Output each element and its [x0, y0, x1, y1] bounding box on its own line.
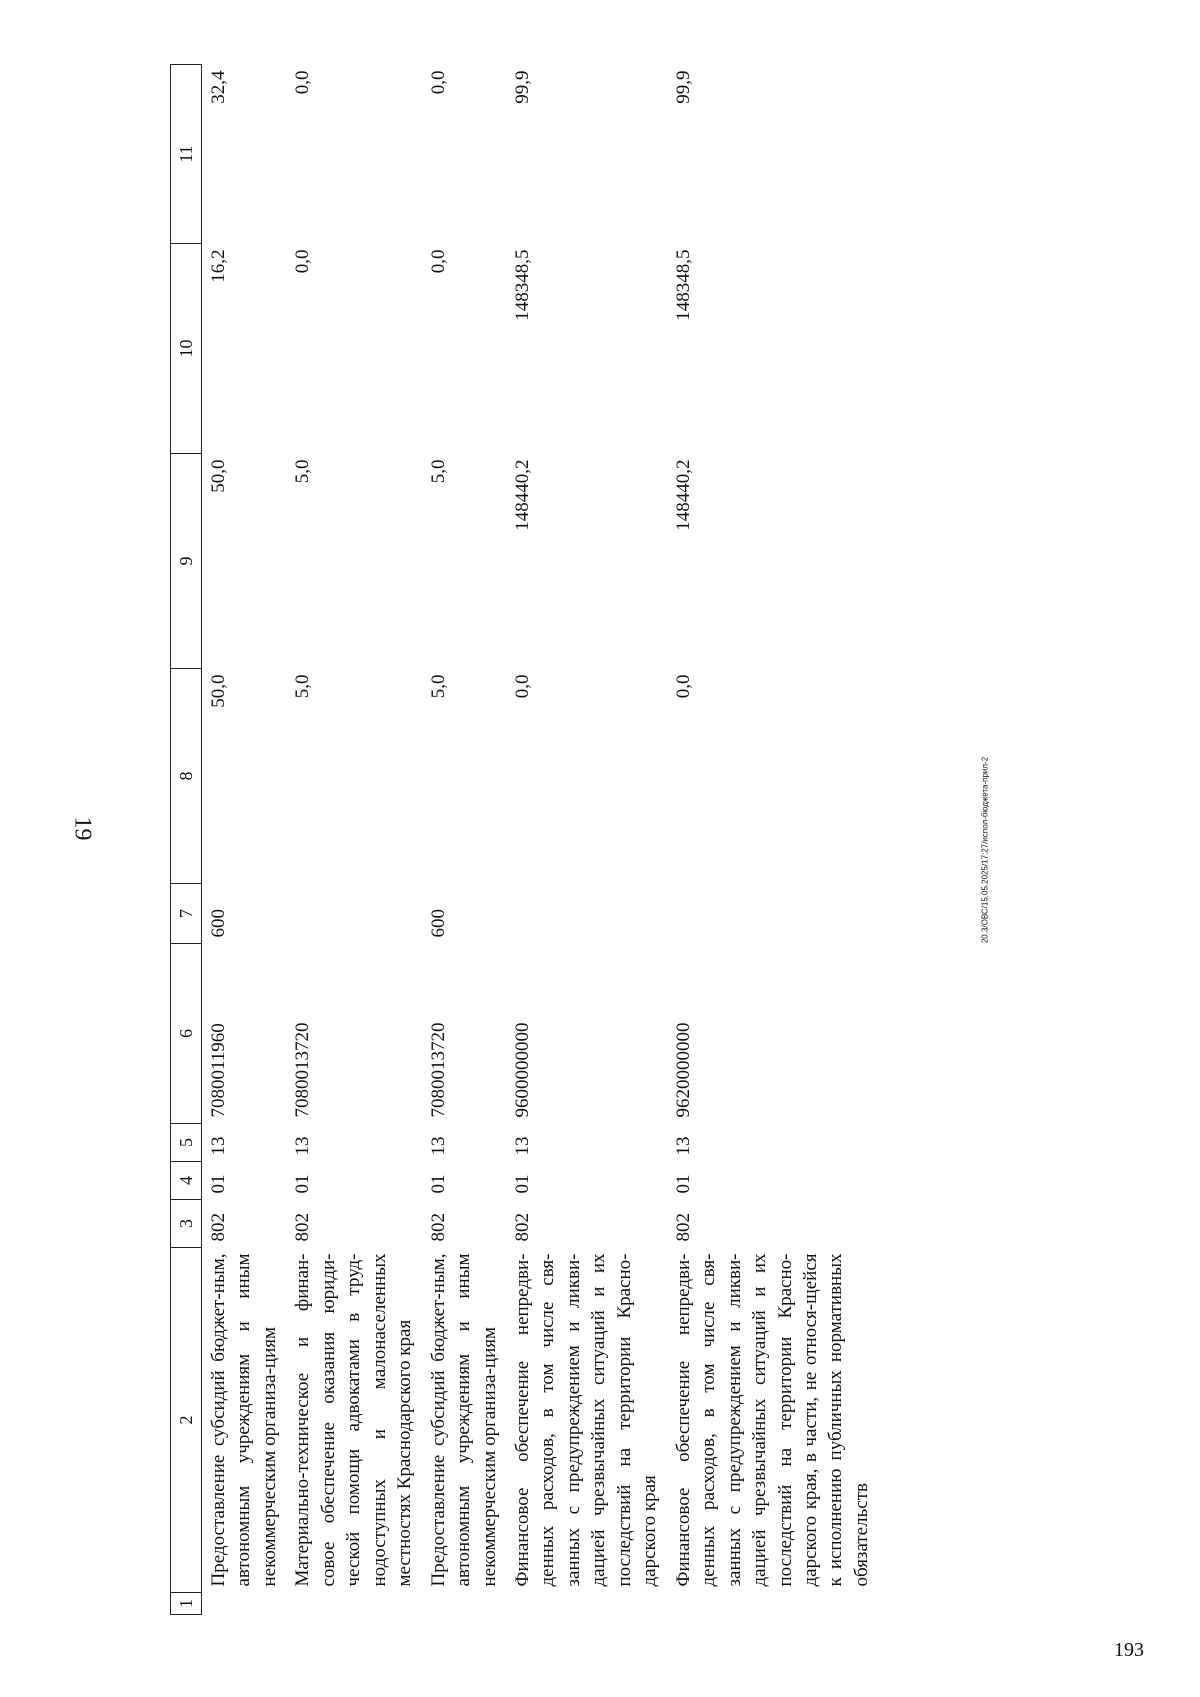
value-cell: 50,0	[208, 459, 229, 493]
subsection-cell: 13	[672, 1136, 694, 1156]
description-cell: Предоставление субсидий бюджет-ным, автономным учреждениям и иным некоммерческим организа-циям	[208, 1253, 280, 1587]
value-cell: 148348,5	[672, 249, 694, 321]
header-cell: 1	[171, 1593, 202, 1615]
ministry-code-cell: 802	[208, 1213, 229, 1242]
header-cell: 10	[171, 244, 202, 454]
percent-cell: 0,0	[292, 70, 314, 95]
table-row	[202, 65, 287, 1615]
value-cell: 5,0	[427, 674, 449, 699]
ministry-code-cell: 802	[427, 1213, 449, 1242]
table-row	[286, 65, 421, 1615]
header-cell: 2	[171, 1248, 202, 1593]
value-cell: 0,0	[511, 674, 533, 699]
subsection-cell: 13	[427, 1136, 449, 1156]
value-cell: 148440,2	[511, 459, 533, 531]
expense-type-cell	[506, 884, 667, 944]
value-cell: 0,0	[427, 249, 449, 274]
value-cell: 5,0	[292, 674, 314, 699]
target-article-cell: 9620000000	[672, 1022, 694, 1118]
value-cell: 0,0	[672, 674, 694, 699]
value-cell: 16,2	[208, 249, 229, 283]
expense-type-cell	[667, 884, 879, 944]
value-cell: 148440,2	[672, 459, 694, 531]
expense-type-cell: 600	[208, 909, 229, 938]
description-cell: Финансовое обеспечение непредви-денных расходов, в том числе свя-занных с предупреждением и ликви-дацией чрезвычайных ситуаций и их последствий на территории Красно-дарского края	[511, 1253, 661, 1587]
description-cell: Финансовое обеспечение непредви-денных расходов, в том числе свя-занных с предупреждением и ликви-дацией чрезвычайных ситуаций и их последствий на территории Красно-дарского края, в части, не относя-щейся к исполнению публичных нормативных обязательств	[672, 1253, 872, 1587]
expense-type-cell: 600	[427, 909, 449, 938]
row-number-cell	[506, 1593, 667, 1615]
value-cell: 0,0	[292, 249, 314, 274]
header-cell: 4	[171, 1162, 202, 1200]
percent-cell: 32,4	[208, 70, 229, 104]
header-row	[171, 65, 202, 1615]
subsection-cell: 13	[511, 1136, 533, 1156]
row-number-cell	[202, 1593, 287, 1615]
percent-cell: 0,0	[427, 70, 449, 95]
percent-cell: 99,9	[672, 70, 694, 104]
section-cell: 01	[672, 1174, 694, 1194]
target-article-cell: 7080013720	[427, 1022, 449, 1118]
percent-cell: 99,9	[511, 70, 533, 104]
description-cell: Материально-техническое и финан-совое обеспечение оказания юриди-ческой помощи адвокатами в труд-нодоступных и малонаселенных местностях Краснодарского края	[292, 1253, 416, 1587]
table-row	[667, 65, 879, 1615]
subsection-cell: 13	[292, 1136, 314, 1156]
value-cell: 50,0	[208, 674, 229, 708]
ministry-code-cell: 802	[511, 1213, 533, 1242]
value-cell: 148348,5	[511, 249, 533, 321]
rotated-table-container	[170, 65, 872, 1615]
budget-table	[170, 64, 878, 1615]
row-number-cell	[286, 1593, 421, 1615]
ministry-code-cell: 802	[672, 1213, 694, 1242]
page-number: 19	[69, 816, 96, 841]
target-article-cell: 7080013720	[292, 1022, 314, 1118]
section-cell: 01	[511, 1174, 533, 1194]
section-cell: 01	[427, 1174, 449, 1194]
header-cell: 9	[171, 454, 202, 669]
section-cell: 01	[292, 1174, 314, 1194]
table-row	[422, 65, 506, 1615]
document-code: 20.3/ОВС/15.05.2025/17:27/испол-бюджета-прил-2	[980, 756, 990, 944]
target-article-cell: 7080011960	[208, 1023, 229, 1118]
table-row	[506, 65, 667, 1615]
target-article-cell: 9600000000	[511, 1022, 533, 1118]
header-cell: 7	[171, 884, 202, 944]
value-cell: 5,0	[292, 459, 314, 484]
row-number-cell	[422, 1593, 506, 1615]
header-cell: 11	[171, 65, 202, 244]
expense-type-cell	[286, 884, 421, 944]
footer-page-number: 193	[1114, 1639, 1144, 1661]
description-cell: Предоставление субсидий бюджет-ным, автономным учреждениям и иным некоммерческим организа-циям	[427, 1253, 500, 1587]
header-cell: 5	[171, 1124, 202, 1162]
ministry-code-cell: 802	[292, 1213, 314, 1242]
header-cell: 3	[171, 1200, 202, 1248]
header-cell: 6	[171, 944, 202, 1124]
header-cell: 8	[171, 669, 202, 884]
section-cell: 01	[208, 1174, 229, 1194]
subsection-cell: 13	[208, 1136, 229, 1156]
value-cell: 5,0	[427, 459, 449, 484]
row-number-cell	[667, 1593, 879, 1615]
